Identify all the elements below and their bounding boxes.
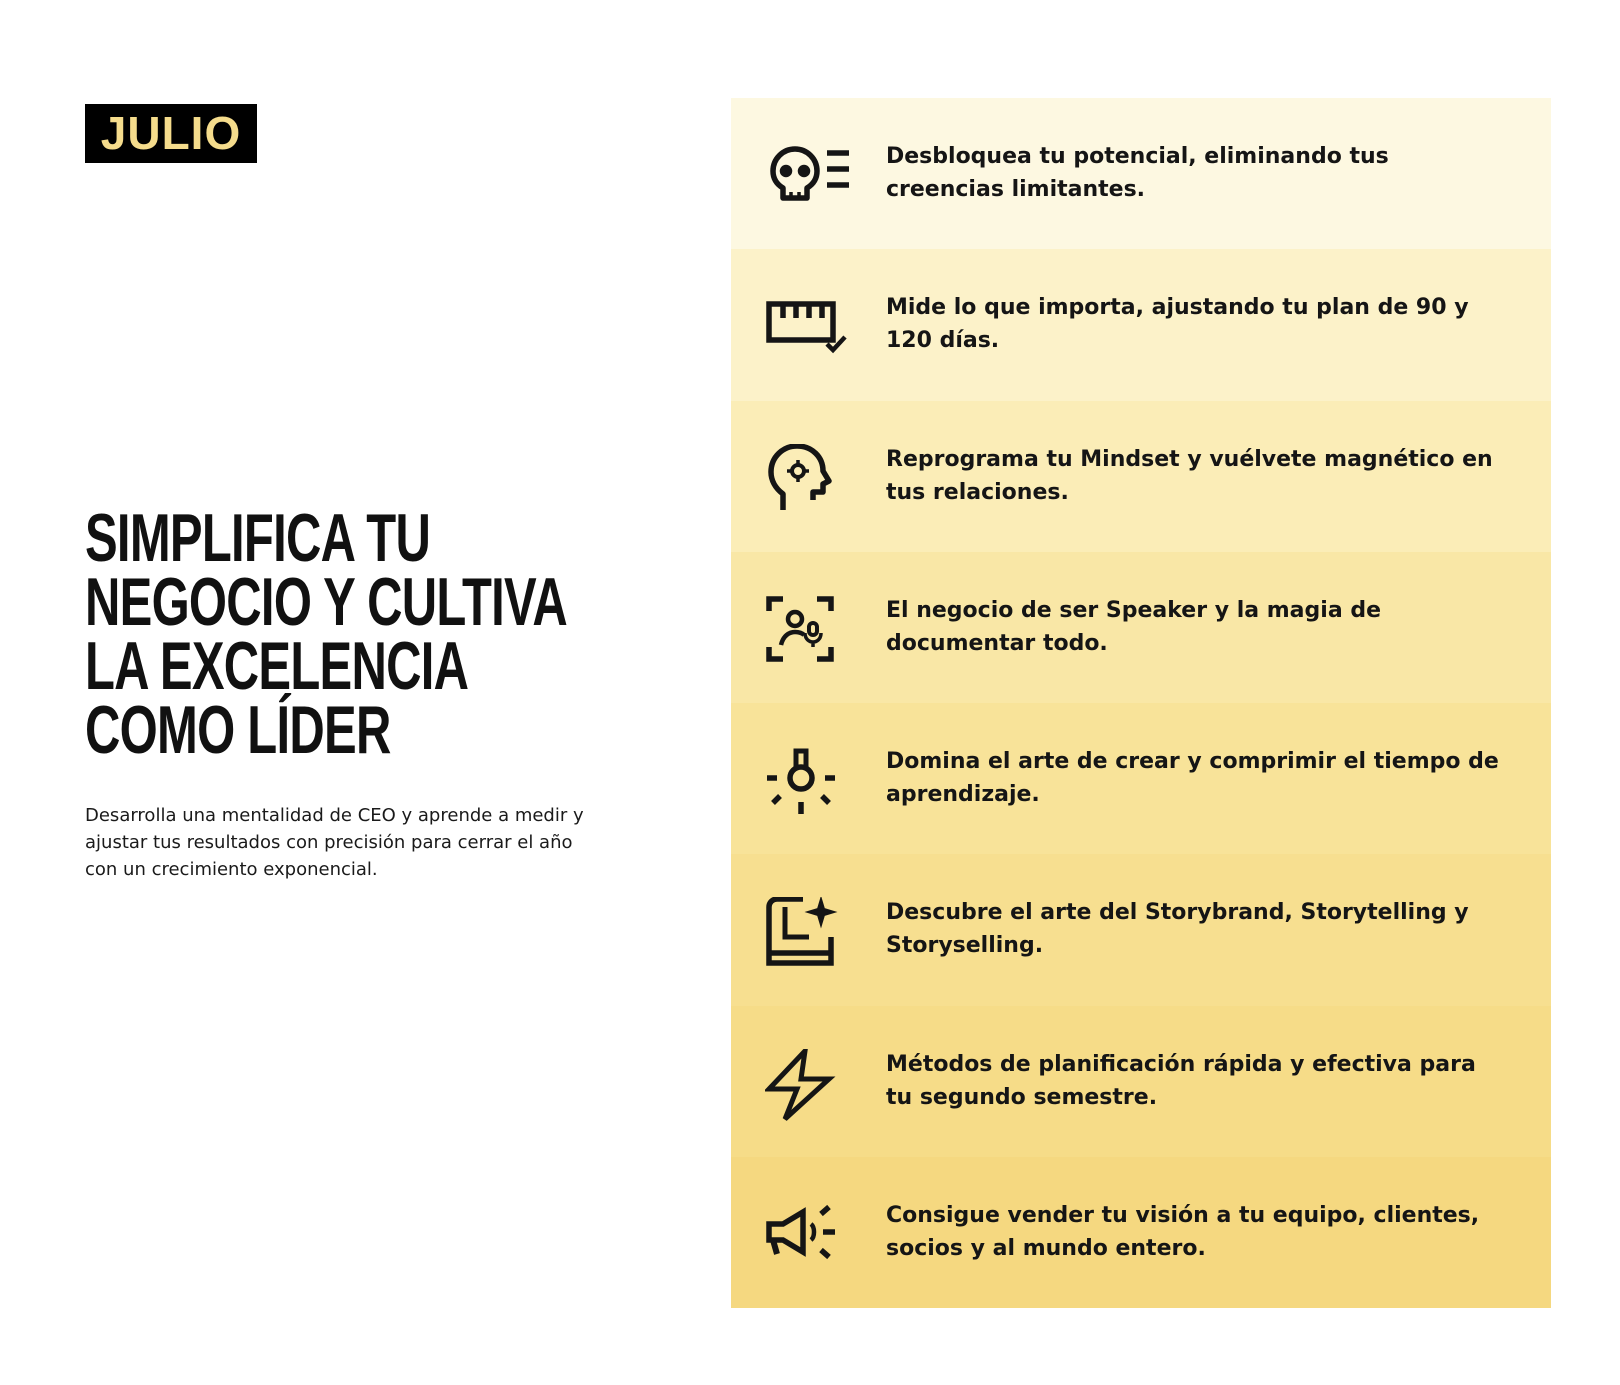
topic-item <box>731 703 1551 854</box>
topic-item <box>731 1157 1551 1308</box>
topic-text: Métodos de planificación rápida y efectiva para tu segundo semestre. <box>886 1051 1476 1110</box>
topic-item <box>731 854 1551 1005</box>
left-column <box>85 0 645 1385</box>
topic-item <box>731 552 1551 703</box>
skull-list-icon <box>765 141 855 213</box>
topic-item <box>731 249 1551 400</box>
megaphone-icon <box>765 1200 855 1272</box>
topic-text: Reprograma tu Mindset y vuélvete magnético en tus relaciones. <box>886 446 1493 505</box>
topic-item <box>731 401 1551 552</box>
story-sparkle-icon <box>765 897 855 969</box>
lightning-icon <box>765 1049 855 1121</box>
lightbulb-icon <box>765 746 855 818</box>
headline: SIMPLIFICA TU NEGOCIO Y CULTIVA LA EXCELENCIA COMO LÍDER <box>85 500 567 768</box>
topic-text: Descubre el arte del Storybrand, Storytelling y Storyselling. <box>886 900 1469 959</box>
subtext: Desarrolla una mentalidad de CEO y aprende a medir y ajustar tus resultados con precisión para cerrar el año con un crecimiento exponencial. <box>85 805 584 880</box>
topic-text: Mide lo que importa, ajustando tu plan de 90 y 120 días. <box>886 295 1469 354</box>
topic-item <box>731 98 1551 249</box>
topic-text: Domina el arte de crear y comprimir el tiempo de aprendizaje. <box>886 749 1499 807</box>
speaker-frame-icon <box>765 595 855 667</box>
topic-text: Desbloquea tu potencial, eliminando tus creencias limitantes. <box>886 144 1389 202</box>
topic-item <box>731 1006 1551 1157</box>
topic-text: El negocio de ser Speaker y la magia de documentar todo. <box>886 597 1381 656</box>
month-badge: JULIO <box>85 104 257 163</box>
head-gear-icon <box>765 444 855 516</box>
topics-panel <box>731 98 1551 1308</box>
ruler-check-icon <box>765 292 855 364</box>
topic-text: Consigue vender tu visión a tu equipo, clientes, socios y al mundo entero. <box>886 1202 1480 1261</box>
